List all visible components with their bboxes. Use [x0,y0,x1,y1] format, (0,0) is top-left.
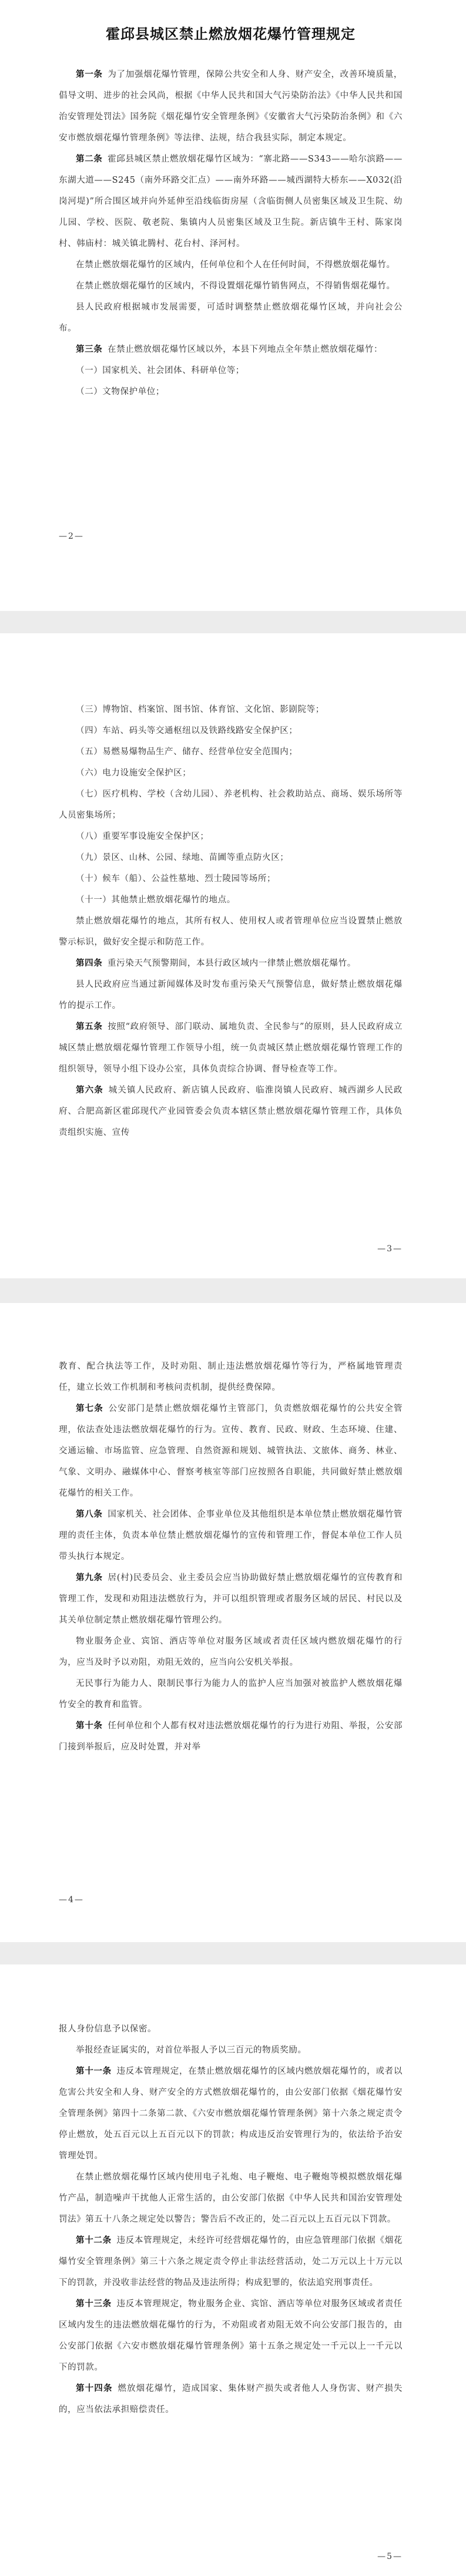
paragraph-text: 公安部门是禁止燃放烟花爆竹主管部门，负责燃放烟花爆竹的公共安全管理，依法查处违法燃放烟花爆竹的行为。宣传、教育、民政、财政、生态环境、住建、交通运输、市场监管、应急管理、自然资源和规划、城管执法、文旅体、商务、林业、气象、文明办、融媒体中心、督察考核室等部门应按照各自职能，共同做好禁止燃放烟花爆竹的相关工作。 [59,1404,403,1498]
paragraph-text: （九）景区、山林、公园、绿地、苗圃等重点防火区； [76,853,289,862]
paragraph [59,974,403,1016]
paragraph-text: 任何单位和个人都有权对违法燃放烟花爆竹的行为进行劝阻、举报，公安部门接到举报后，应及时处置，并对举 [59,1721,403,1752]
paragraph [59,254,403,276]
paragraph [59,1673,403,1715]
paragraph-text: 重污染天气预警期间，本县行政区域内一律禁止燃放烟花爆竹。 [108,959,356,968]
paragraph-text: 按照“政府领导、部门联动、属地负责、全民参与”的原则，县人民政府成立城区禁止燃放烟花爆竹管理工作领导小组，统一负责城区禁止燃放烟花爆竹管理工作的组织领导，领导小组下设办公室，具体负责综合协调、督导检查等工作。 [59,1022,403,1074]
document-page-4 [0,1964,466,2576]
paragraph-text: 县人民政府根据城市发展需要，可适时调整禁止燃放烟花爆竹区域，并向社会公布。 [59,303,403,333]
paragraph-text: 在禁止燃放烟花爆竹区域以外，本县下列地点全年禁止燃放烟花爆竹： [108,345,383,354]
article-number: 第九条 [76,1573,103,1583]
paragraph [59,339,403,360]
paragraph-text: （三）博物馆、档案馆、图书馆、体育馆、文化馆、影剧院等； [76,705,324,714]
paragraph-text: 教育、配合执法等工作，及时劝阻、制止违法燃放烟花爆竹等行为，严格属地管理责任，建立长效工作机制和考核问责机制，提供经费保障。 [59,1362,403,1392]
paragraph-text: 违反本管理规定，在禁止燃放烟花爆竹的区域内燃放烟花爆竹的，或者以危害公共安全和人身、财产安全的方式燃放烟花爆竹的，由公安部门依据《烟花爆竹安全管理条例》第四十二条第二款、《六安市燃放烟花爆竹管理条例》第十六条之规定责令停止燃放，处五百元以上五百元以下的罚款；构成违反治安管理行为的，依法给予治安管理处罚。 [59,2067,403,2161]
paragraph [59,1080,403,1143]
document-title: 霍邱县城区禁止燃放烟花爆竹管理规定 [106,25,356,42]
paragraph-text: 物业服务企业、宾馆、酒店等单位对服务区域或者责任区域内燃放烟花爆竹的行为，应当及时予以劝阻，劝阻无效的，应当向公安机关举报。 [59,1637,403,1667]
paragraph [59,360,403,381]
paragraph-text: 禁止燃放烟花爆竹的地点，其所有权人、使用权人或者管理单位应当设置禁止燃放警示标识，做好安全提示和防范工作。 [59,916,403,947]
page-body [59,1356,403,1758]
page-number: —3— [377,1244,403,1254]
paragraph-text: （六）电力设施安全保护区； [76,768,192,778]
paragraph-text: （八）重要军事设施安全保护区； [76,832,209,841]
paragraph-text: 为了加强烟花爆竹管理，保障公共安全和人身、财产安全，改善环境质量，倡导文明、进步的社会风尚，根据《中华人民共和国大气污染防治法》《中华人民共和国治安管理处罚法》国务院《烟花爆竹安全管理条例》《安徽省大气污染防治条例》和《六安市燃放烟花爆竹管理条例》等法律、法规，结合我县实际，制定本规定。 [59,70,403,143]
article-number: 第十一条 [76,2066,112,2076]
paragraph-text: （十一）其他禁止燃放烟花爆竹的地点。 [76,895,236,905]
paragraph-text: 举报经查证属实的，对首位举报人予以三百元的物质奖励。 [76,2046,307,2055]
paragraph-text: 国家机关、社会团体、企事业单位及其他组织是本单位禁止燃放烟花爆竹管理的责任主体，负责本单位禁止燃放烟花爆竹的宣传和管理工作，督促本单位工作人员带头执行本规定。 [59,1510,403,1561]
paragraph-text: 报人身份信息予以保密。 [59,2024,157,2034]
paragraph-text: （十）候车（船）、公益性墓地、烈士陵园等场所； [76,874,276,884]
paragraph-text: （七）医疗机构、学校（含幼儿园）、养老机构、社会救助站点、商场、娱乐场所等人员密集场所； [59,790,403,820]
paragraph [59,1356,403,1398]
paragraph-text: 在禁止燃放烟花爆竹区域内使用电子礼炮、电子鞭炮、电子鞭炮等模拟燃放烟花爆竹产品，制造噪声干扰他人正常生活的，由公安部门依据《中华人民共和国治安管理处罚法》第五十八条之规定处以警告；警告后不改正的，处二百元以上五百元以下罚款。 [59,2172,403,2224]
article-number: 第六条 [76,1085,103,1095]
paragraph-text: 县人民政府应当通过新闻媒体及时发布重污染天气预警信息，做好禁止燃放烟花爆竹的提示工作。 [59,980,403,1010]
paragraph [59,1567,403,1631]
paragraph [59,826,403,847]
paragraph [59,2167,403,2230]
page-number: —5— [377,2552,403,2561]
article-number: 第四条 [76,958,103,968]
paragraph [59,381,403,402]
paragraph [59,2378,403,2420]
paragraph-text: （四）车站、码头等交通枢纽以及铁路线路安全保护区； [76,726,298,735]
paragraph [59,276,403,297]
paragraph [59,1631,403,1673]
document-page-3 [0,1303,466,1942]
paragraph [59,2019,403,2040]
paragraph [59,741,403,763]
article-number: 第一条 [76,69,103,79]
paragraph-text: 违反本管理规定，物业服务企业、宾馆、酒店等单位对服务区域或者责任区域内发生的违法燃放烟花爆竹的行为，不劝阻或者劝阻无效不向公安部门报告的，由公安部门依据《六安市燃放烟花爆竹管理条例》第十五条之规定处一千元以上一千元以下的罚款。 [59,2299,403,2372]
paragraph-text: 在禁止燃放烟花爆竹的区域内，不得设置烟花爆竹销售网点，不得销售烟花爆竹。 [76,281,395,291]
article-number: 第八条 [76,1509,103,1519]
paragraph [59,763,403,784]
paragraph [59,2293,403,2378]
paragraph [59,720,403,741]
paragraph [59,297,403,339]
paragraph [59,847,403,868]
paragraph-text: 城关镇人民政府、新店镇人民政府、临淮岗镇人民政府、城西湖乡人民政府、合肥高新区霍邱现代产业园管委会负责本辖区禁止燃放烟花爆竹管理工作，具体负责组织实施、宣传 [59,1086,403,1137]
article-number: 第七条 [76,1403,103,1413]
paragraph-text: （一）国家机关、社会团体、科研单位等； [76,366,244,375]
page-number: —2— [59,532,84,541]
paragraph [59,889,403,911]
paragraph-text: 无民事行为能力人、限制民事行为能力人的监护人应当加强对被监护人燃放烟花爆竹安全的教育和监管。 [59,1679,403,1710]
page-body [59,64,403,402]
paragraph [59,2061,403,2167]
paragraph [59,149,403,254]
paragraph [59,2230,403,2293]
paragraph [59,699,403,720]
paragraph [59,1398,403,1504]
paragraph [59,784,403,826]
page-body [59,699,403,1143]
page-number: —4— [59,1895,84,1905]
paragraph [59,911,403,953]
paragraph [59,953,403,974]
paragraph-text: 违反本管理规定，未经许可经营烟花爆竹的，由应急管理部门依据《烟花爆竹安全管理条例》第三十六条之规定责令停止非法经营活动，处二万元以上十万元以下的罚款，并没收非法经营的物品及违法所得；构成犯罪的，依法追究刑事责任。 [59,2236,403,2288]
paragraph [59,64,403,149]
article-number: 第五条 [76,1022,103,1032]
paragraph [59,1016,403,1080]
paragraph-text: （五）易燃易爆物品生产、储存、经营单位安全范围内； [76,747,298,757]
paragraph-text: 居(村)民委员会、业主委员会应当协助做好禁止燃放烟花爆竹的宣传教育和管理工作，发现和劝阻违法燃放行为，并可以组织管理或者服务区域的居民、村民以及其关单位制定禁止燃放烟花爆竹管理公约。 [59,1573,403,1625]
paragraph-text: 霍邱县城区禁止燃放烟花爆竹区域为：“寨北路——S343——哈尔滨路——东湖大道——S245（南外环路交汇点）——南外环路——城西湖特大桥东——X032(沿岗河堤)”所合围区域并向外延伸至沿线临街房屋（含临街侧人员密集区域及卫生院、幼儿园、学校、医院、敬老院、集镇内人员密集区域及卫生院。新店镇牛王村、陈家岗村、韩庙村：城关镇北腾村、花台村、泽河村。 [59,155,403,248]
document-page-2 [0,633,466,1278]
article-number: 第二条 [76,154,103,164]
article-number: 第十四条 [76,2383,113,2393]
paragraph [59,868,403,889]
paragraph-text: 在禁止燃放烟花爆竹的区域内，任何单位和个人在任何时间，不得燃放烟花爆竹。 [76,260,395,270]
paragraph [59,1715,403,1758]
article-number: 第十三条 [76,2299,112,2309]
article-number: 第十二条 [76,2235,112,2245]
paragraph [59,1504,403,1567]
paragraph [59,2040,403,2061]
article-number: 第三条 [76,344,103,354]
article-number: 第十条 [76,1721,103,1731]
paragraph-text: （二）文物保护单位； [76,387,165,397]
document-page-1 [0,0,466,611]
page-body [59,2019,403,2420]
paragraph-text: 燃放烟花爆竹，造成国家、集体财产损失或者他人人身伤害、财产损失的，应当依法承担赔偿责任。 [59,2384,403,2414]
